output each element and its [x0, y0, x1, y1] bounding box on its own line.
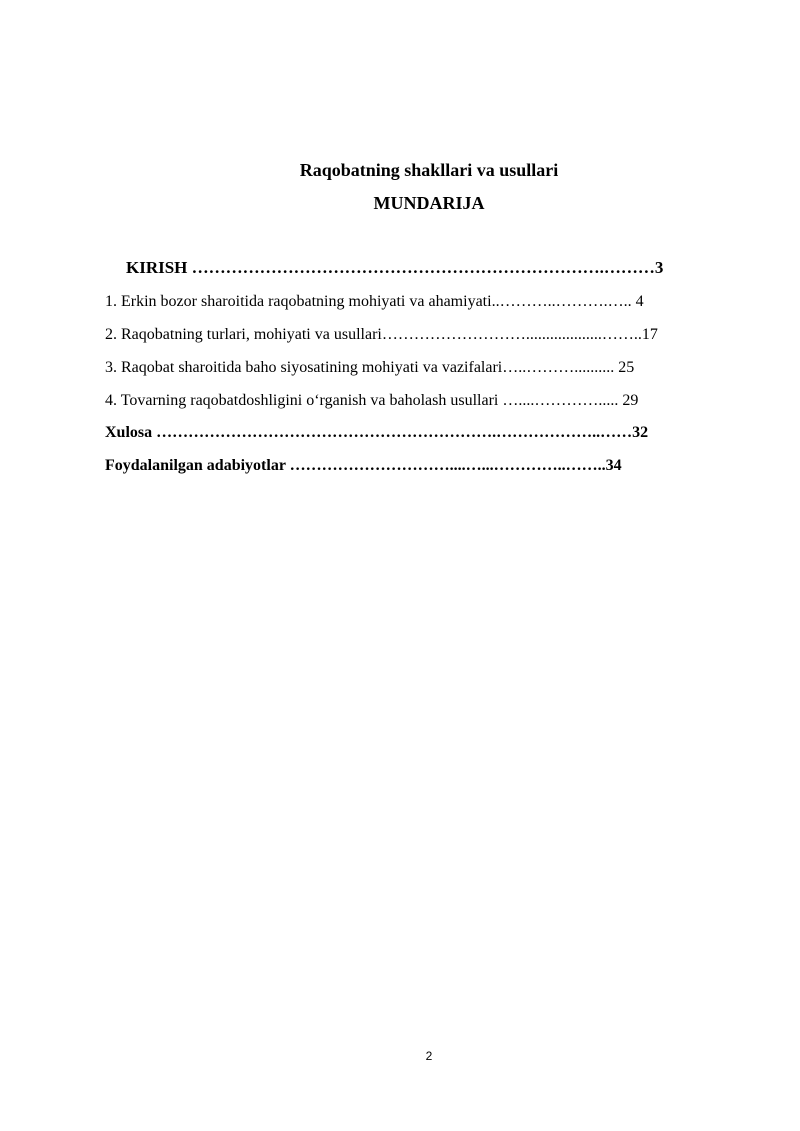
toc-entry-kirish: KIRISH ……………………………………………………………….………3 [126, 258, 664, 277]
toc-entry-4: 4. Tovarning raqobatdoshligini o‘rganish va baholash usullari …....…………..... 29 [105, 392, 639, 409]
page-number: 2 [425, 1049, 433, 1063]
toc-heading: MUNDARIJA [373, 193, 485, 213]
toc-entry-2: 2. Raqobatning turlari, mohiyati va usullari………………………...................……..17 [105, 326, 658, 343]
toc-entry-1: 1. Erkin bozor sharoitida raqobatning mohiyati va ahamiyati..………..……….….. 4 [105, 293, 644, 310]
toc-entry-3: 3. Raqobat sharoitida baho siyosatining mohiyati va vazifalari…..……….......... 25 [105, 359, 635, 376]
toc-entry-adabiyotlar: Foydalanilgan adabiyotlar …………………………....…...…………..……..34 [105, 457, 622, 474]
toc-entry-xulosa: Xulosa ……………………………………………………….………………..……32 [105, 424, 649, 441]
document-title: Raqobatning shakllari va usullari [299, 160, 559, 180]
